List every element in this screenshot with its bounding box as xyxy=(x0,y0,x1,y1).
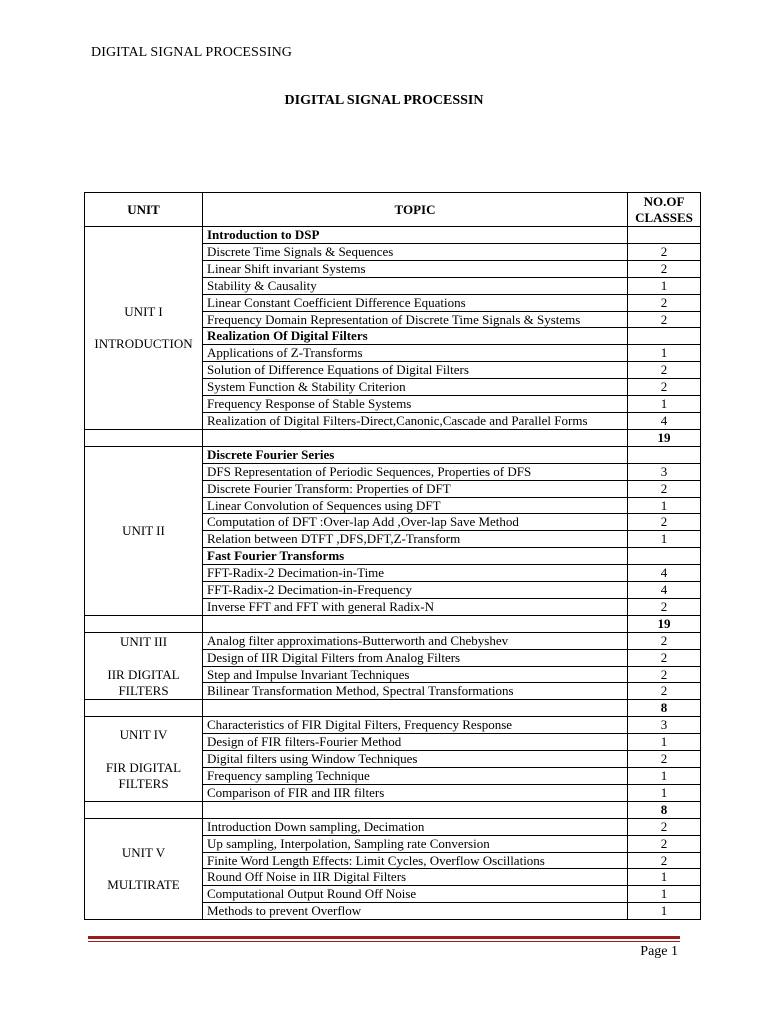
topic-cell: FFT-Radix-2 Decimation-in-Frequency xyxy=(203,582,628,599)
topic-cell: System Function & Stability Criterion xyxy=(203,379,628,396)
classes-cell: 2 xyxy=(628,666,701,683)
total-row-blank xyxy=(203,700,628,717)
topic-cell: Bilinear Transformation Method, Spectral Transformations xyxy=(203,683,628,700)
topic-cell: Applications of Z-Transforms xyxy=(203,345,628,362)
topic-cell: Methods to prevent Overflow xyxy=(203,903,628,920)
classes-cell: 2 xyxy=(628,294,701,311)
classes-cell: 2 xyxy=(628,362,701,379)
classes-cell: 2 xyxy=(628,480,701,497)
topic-cell: Computation of DFT :Over-lap Add ,Over-lap Save Method xyxy=(203,514,628,531)
unit-description: FIR DIGITAL xyxy=(105,759,182,775)
total-row xyxy=(85,801,701,818)
classes-cell: 1 xyxy=(628,869,701,886)
topic-cell: Computational Output Round Off Noise xyxy=(203,886,628,903)
topic-cell: Linear Shift invariant Systems xyxy=(203,260,628,277)
total-row-blank xyxy=(203,801,628,818)
page-number: Page 1 xyxy=(640,944,678,959)
unit-column-header: UNIT xyxy=(85,193,203,227)
table-row xyxy=(85,818,701,835)
classes-cell: 1 xyxy=(628,886,701,903)
topic-column-header: TOPIC xyxy=(203,193,628,227)
unit-total: 19 xyxy=(628,615,701,632)
section-heading: Introduction to DSP xyxy=(203,227,628,244)
classes-cell: 2 xyxy=(628,649,701,666)
unit-name: UNIT II xyxy=(122,522,165,538)
unit-spacer xyxy=(89,319,198,336)
table-row xyxy=(85,446,701,463)
classes-cell: 1 xyxy=(628,768,701,785)
classes-cell: 1 xyxy=(628,345,701,362)
classes-cell: 4 xyxy=(628,412,701,429)
unit-description: MULTIRATE xyxy=(107,877,180,893)
unit-spacer xyxy=(89,650,198,667)
topic-cell: Up sampling, Interpolation, Sampling rate Conversion xyxy=(203,835,628,852)
topic-cell: Discrete Time Signals & Sequences xyxy=(203,243,628,260)
classes-cell: 2 xyxy=(628,683,701,700)
running-header: DIGITAL SIGNAL PROCESSING xyxy=(91,45,293,60)
unit-description: IIR DIGITAL xyxy=(107,666,180,682)
topic-cell: Inverse FFT and FFT with general Radix-N xyxy=(203,598,628,615)
total-row-blank xyxy=(85,615,203,632)
topic-cell: Design of IIR Digital Filters from Analog Filters xyxy=(203,649,628,666)
unit-name: UNIT III xyxy=(119,633,168,649)
topic-cell: FFT-Radix-2 Decimation-in-Time xyxy=(203,565,628,582)
topic-cell: DFS Representation of Periodic Sequences, Properties of DFS xyxy=(203,463,628,480)
classes-column-header xyxy=(628,193,701,227)
classes-cell: 1 xyxy=(628,734,701,751)
unit-total: 19 xyxy=(628,429,701,446)
unit-name: UNIT I xyxy=(124,303,163,319)
unit-cell xyxy=(85,227,203,430)
classes-cell: 2 xyxy=(628,598,701,615)
classes-cell: 1 xyxy=(628,277,701,294)
topic-cell: Linear Convolution of Sequences using DFT xyxy=(203,497,628,514)
total-row-blank xyxy=(203,429,628,446)
unit-name: UNIT V xyxy=(121,844,166,860)
table-row xyxy=(85,227,701,244)
topic-cell: Relation between DTFT ,DFS,DFT,Z-Transform xyxy=(203,531,628,548)
topic-cell: Solution of Difference Equations of Digital Filters xyxy=(203,362,628,379)
table-row xyxy=(85,632,701,649)
unit-spacer xyxy=(89,743,198,760)
unit-cell xyxy=(85,632,203,700)
total-row-blank xyxy=(85,801,203,818)
classes-cell: 2 xyxy=(628,818,701,835)
unit-cell xyxy=(85,717,203,802)
syllabus-table xyxy=(84,192,701,920)
classes-cell: 2 xyxy=(628,632,701,649)
footer-rule xyxy=(88,936,680,939)
classes-cell: 2 xyxy=(628,379,701,396)
topic-cell: Realization of Digital Filters-Direct,Canonic,Cascade and Parallel Forms xyxy=(203,412,628,429)
classes-cell: 1 xyxy=(628,784,701,801)
section-heading: Realization Of Digital Filters xyxy=(203,328,628,345)
topic-cell: Digital filters using Window Techniques xyxy=(203,751,628,768)
unit-description: FILTERS xyxy=(118,775,169,791)
total-row xyxy=(85,615,701,632)
classes-header-line1: NO.OF xyxy=(643,193,685,209)
classes-cell: 2 xyxy=(628,835,701,852)
footer-rule-thin xyxy=(88,941,680,942)
topic-cell: Introduction Down sampling, Decimation xyxy=(203,818,628,835)
classes-cell xyxy=(628,227,701,244)
classes-cell: 4 xyxy=(628,565,701,582)
table-row xyxy=(85,717,701,734)
classes-cell xyxy=(628,446,701,463)
classes-cell: 1 xyxy=(628,531,701,548)
classes-cell: 3 xyxy=(628,717,701,734)
total-row xyxy=(85,429,701,446)
classes-cell: 2 xyxy=(628,260,701,277)
classes-header-line2: CLASSES xyxy=(635,209,693,225)
classes-cell: 1 xyxy=(628,497,701,514)
topic-cell: Frequency Response of Stable Systems xyxy=(203,396,628,413)
section-heading: Fast Fourier Transforms xyxy=(203,548,628,565)
unit-total: 8 xyxy=(628,700,701,717)
unit-spacer xyxy=(89,860,198,877)
classes-cell: 3 xyxy=(628,463,701,480)
topic-cell: Analog filter approximations-Butterworth and Chebyshev xyxy=(203,632,628,649)
topic-cell: Frequency sampling Technique xyxy=(203,768,628,785)
total-row xyxy=(85,700,701,717)
total-row-blank xyxy=(203,615,628,632)
topic-cell: Comparison of FIR and IIR filters xyxy=(203,784,628,801)
unit-name: UNIT IV xyxy=(119,726,168,742)
topic-cell: Design of FIR filters-Fourier Method xyxy=(203,734,628,751)
classes-cell: 4 xyxy=(628,582,701,599)
classes-cell: 2 xyxy=(628,514,701,531)
classes-cell: 2 xyxy=(628,311,701,328)
classes-cell xyxy=(628,328,701,345)
classes-cell: 2 xyxy=(628,243,701,260)
document-title: DIGITAL SIGNAL PROCESSIN xyxy=(284,93,484,108)
topic-cell: Characteristics of FIR Digital Filters, Frequency Response xyxy=(203,717,628,734)
classes-cell: 2 xyxy=(628,751,701,768)
classes-cell xyxy=(628,548,701,565)
section-heading: Discrete Fourier Series xyxy=(203,446,628,463)
unit-cell xyxy=(85,446,203,615)
unit-total: 8 xyxy=(628,801,701,818)
topic-cell: Linear Constant Coefficient Difference Equations xyxy=(203,294,628,311)
topic-cell: Step and Impulse Invariant Techniques xyxy=(203,666,628,683)
unit-description: FILTERS xyxy=(118,682,169,698)
classes-cell: 1 xyxy=(628,396,701,413)
classes-cell: 1 xyxy=(628,903,701,920)
total-row-blank xyxy=(85,700,203,717)
topic-cell: Stability & Causality xyxy=(203,277,628,294)
topic-cell: Frequency Domain Representation of Discrete Time Signals & Systems xyxy=(203,311,628,328)
total-row-blank xyxy=(85,429,203,446)
table-body xyxy=(85,227,701,920)
unit-cell xyxy=(85,818,203,919)
topic-cell: Finite Word Length Effects: Limit Cycles, Overflow Oscillations xyxy=(203,852,628,869)
topic-cell: Round Off Noise in IIR Digital Filters xyxy=(203,869,628,886)
topic-cell: Discrete Fourier Transform: Properties of DFT xyxy=(203,480,628,497)
table-header-row xyxy=(85,193,701,227)
classes-cell: 2 xyxy=(628,852,701,869)
unit-description: INTRODUCTION xyxy=(94,336,193,352)
